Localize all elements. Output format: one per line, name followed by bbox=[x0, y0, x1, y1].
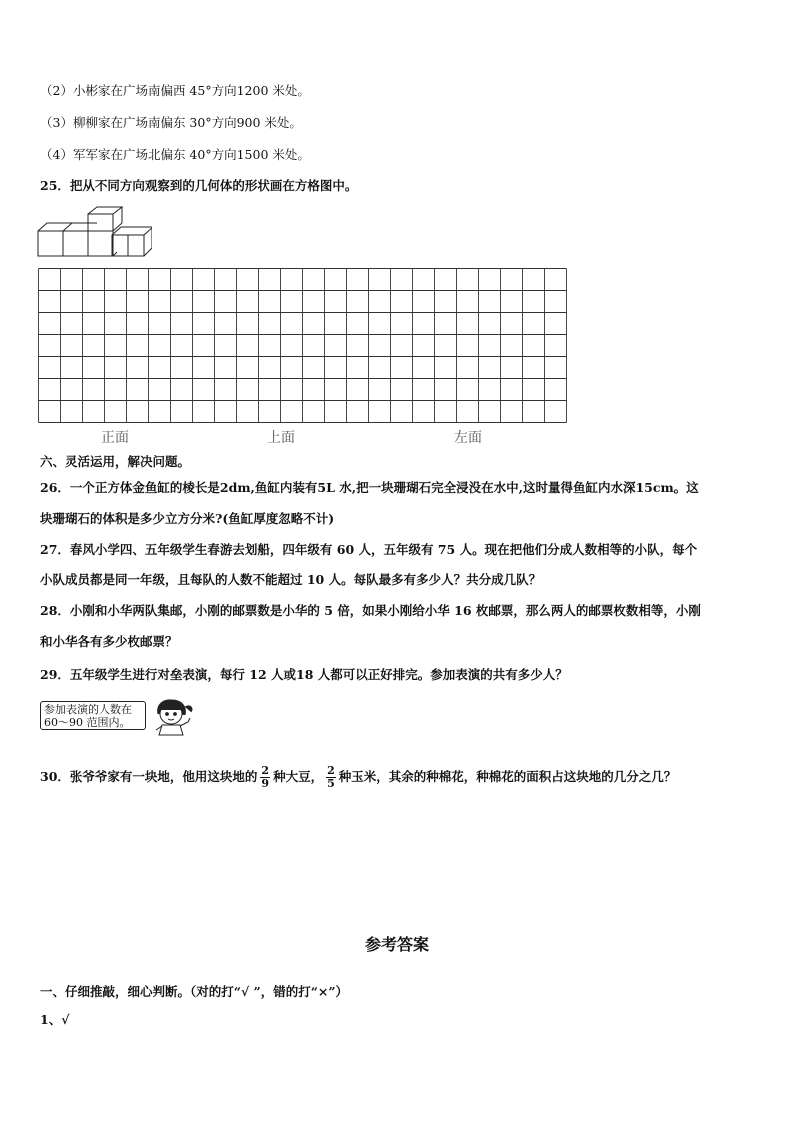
question-27-line2: 小队成员都是同一年级，且每队的人数不能超过 10 人。每队最多有多少人？共分成几队？ bbox=[40, 572, 542, 587]
question-25: 25．把从不同方向观察到的几何体的形状画在方格图中。 bbox=[40, 178, 358, 193]
fraction-1-numerator: 2 bbox=[261, 764, 270, 777]
question-26-line2: 块珊瑚石的体积是多少立方分米?(鱼缸厚度忽略不计) bbox=[40, 511, 335, 526]
fraction-2-denominator: 5 bbox=[327, 777, 335, 790]
callout-line2: 60～90 范围内。 bbox=[44, 716, 131, 729]
question-27-line1: 27．春风小学四、五年级学生春游去划船，四年级有 60 人，五年级有 75 人。现在把他们分成人数相等的小队，每个 bbox=[40, 542, 698, 557]
item-2: （2）小彬家在广场南偏西 45°方向1200 米处。 bbox=[40, 83, 310, 98]
question-30 bbox=[40, 762, 676, 792]
fraction-2-9 bbox=[260, 765, 270, 790]
cube-figure bbox=[37, 206, 152, 258]
item-4: （4）军军家在广场北偏东 40°方向1500 米处。 bbox=[40, 147, 310, 162]
drawing-grid bbox=[38, 268, 569, 425]
fraction-1-denominator: 9 bbox=[261, 777, 270, 790]
label-left: 左面 bbox=[454, 430, 482, 446]
question-30-prefix: 30．张爷爷家有一块地，他用这块地的 bbox=[40, 769, 258, 784]
question-28-line1: 28．小刚和小华两队集邮，小刚的邮票数是小华的 5 倍，如果小刚给小华 16 枚邮票，那么两人的邮票枚数相等，小刚 bbox=[40, 603, 701, 618]
callout-line1: 参加表演的人数在 bbox=[44, 703, 132, 716]
answers-section-1: 一、仔细推敲，细心判断。（对的打“√ ”，错的打“×”） bbox=[40, 984, 349, 999]
item-3: （3）柳柳家在广场南偏东 30°方向900 米处。 bbox=[40, 115, 302, 130]
girl-illustration bbox=[150, 698, 196, 736]
question-28-line2: 和小华各有多少枚邮票？ bbox=[40, 634, 178, 649]
label-front: 正面 bbox=[101, 430, 129, 446]
callout-box bbox=[40, 701, 146, 730]
question-29: 29．五年级学生进行对垒表演，每行 12 人或18 人都可以正好排完。参加表演的共有多少人？ bbox=[40, 667, 568, 682]
section-6-title: 六、灵活运用，解决问题。 bbox=[40, 454, 191, 469]
answer-1: 1、√ bbox=[40, 1012, 70, 1027]
fraction-2-numerator: 2 bbox=[327, 764, 335, 777]
question-30-mid: 种大豆， bbox=[273, 769, 324, 784]
answers-title: 参考答案 bbox=[364, 935, 429, 954]
label-top: 上面 bbox=[267, 430, 295, 446]
question-26-line1: 26．一个正方体金鱼缸的棱长是2dm,鱼缸内装有5L 水,把一块珊瑚石完全浸没在水中,这时量得鱼缸内水深15cm。这 bbox=[40, 480, 699, 495]
fraction-2-5 bbox=[326, 765, 336, 790]
question-30-suffix: 种玉米，其余的种棉花，种棉花的面积占这块地的几分之几？ bbox=[338, 769, 677, 784]
